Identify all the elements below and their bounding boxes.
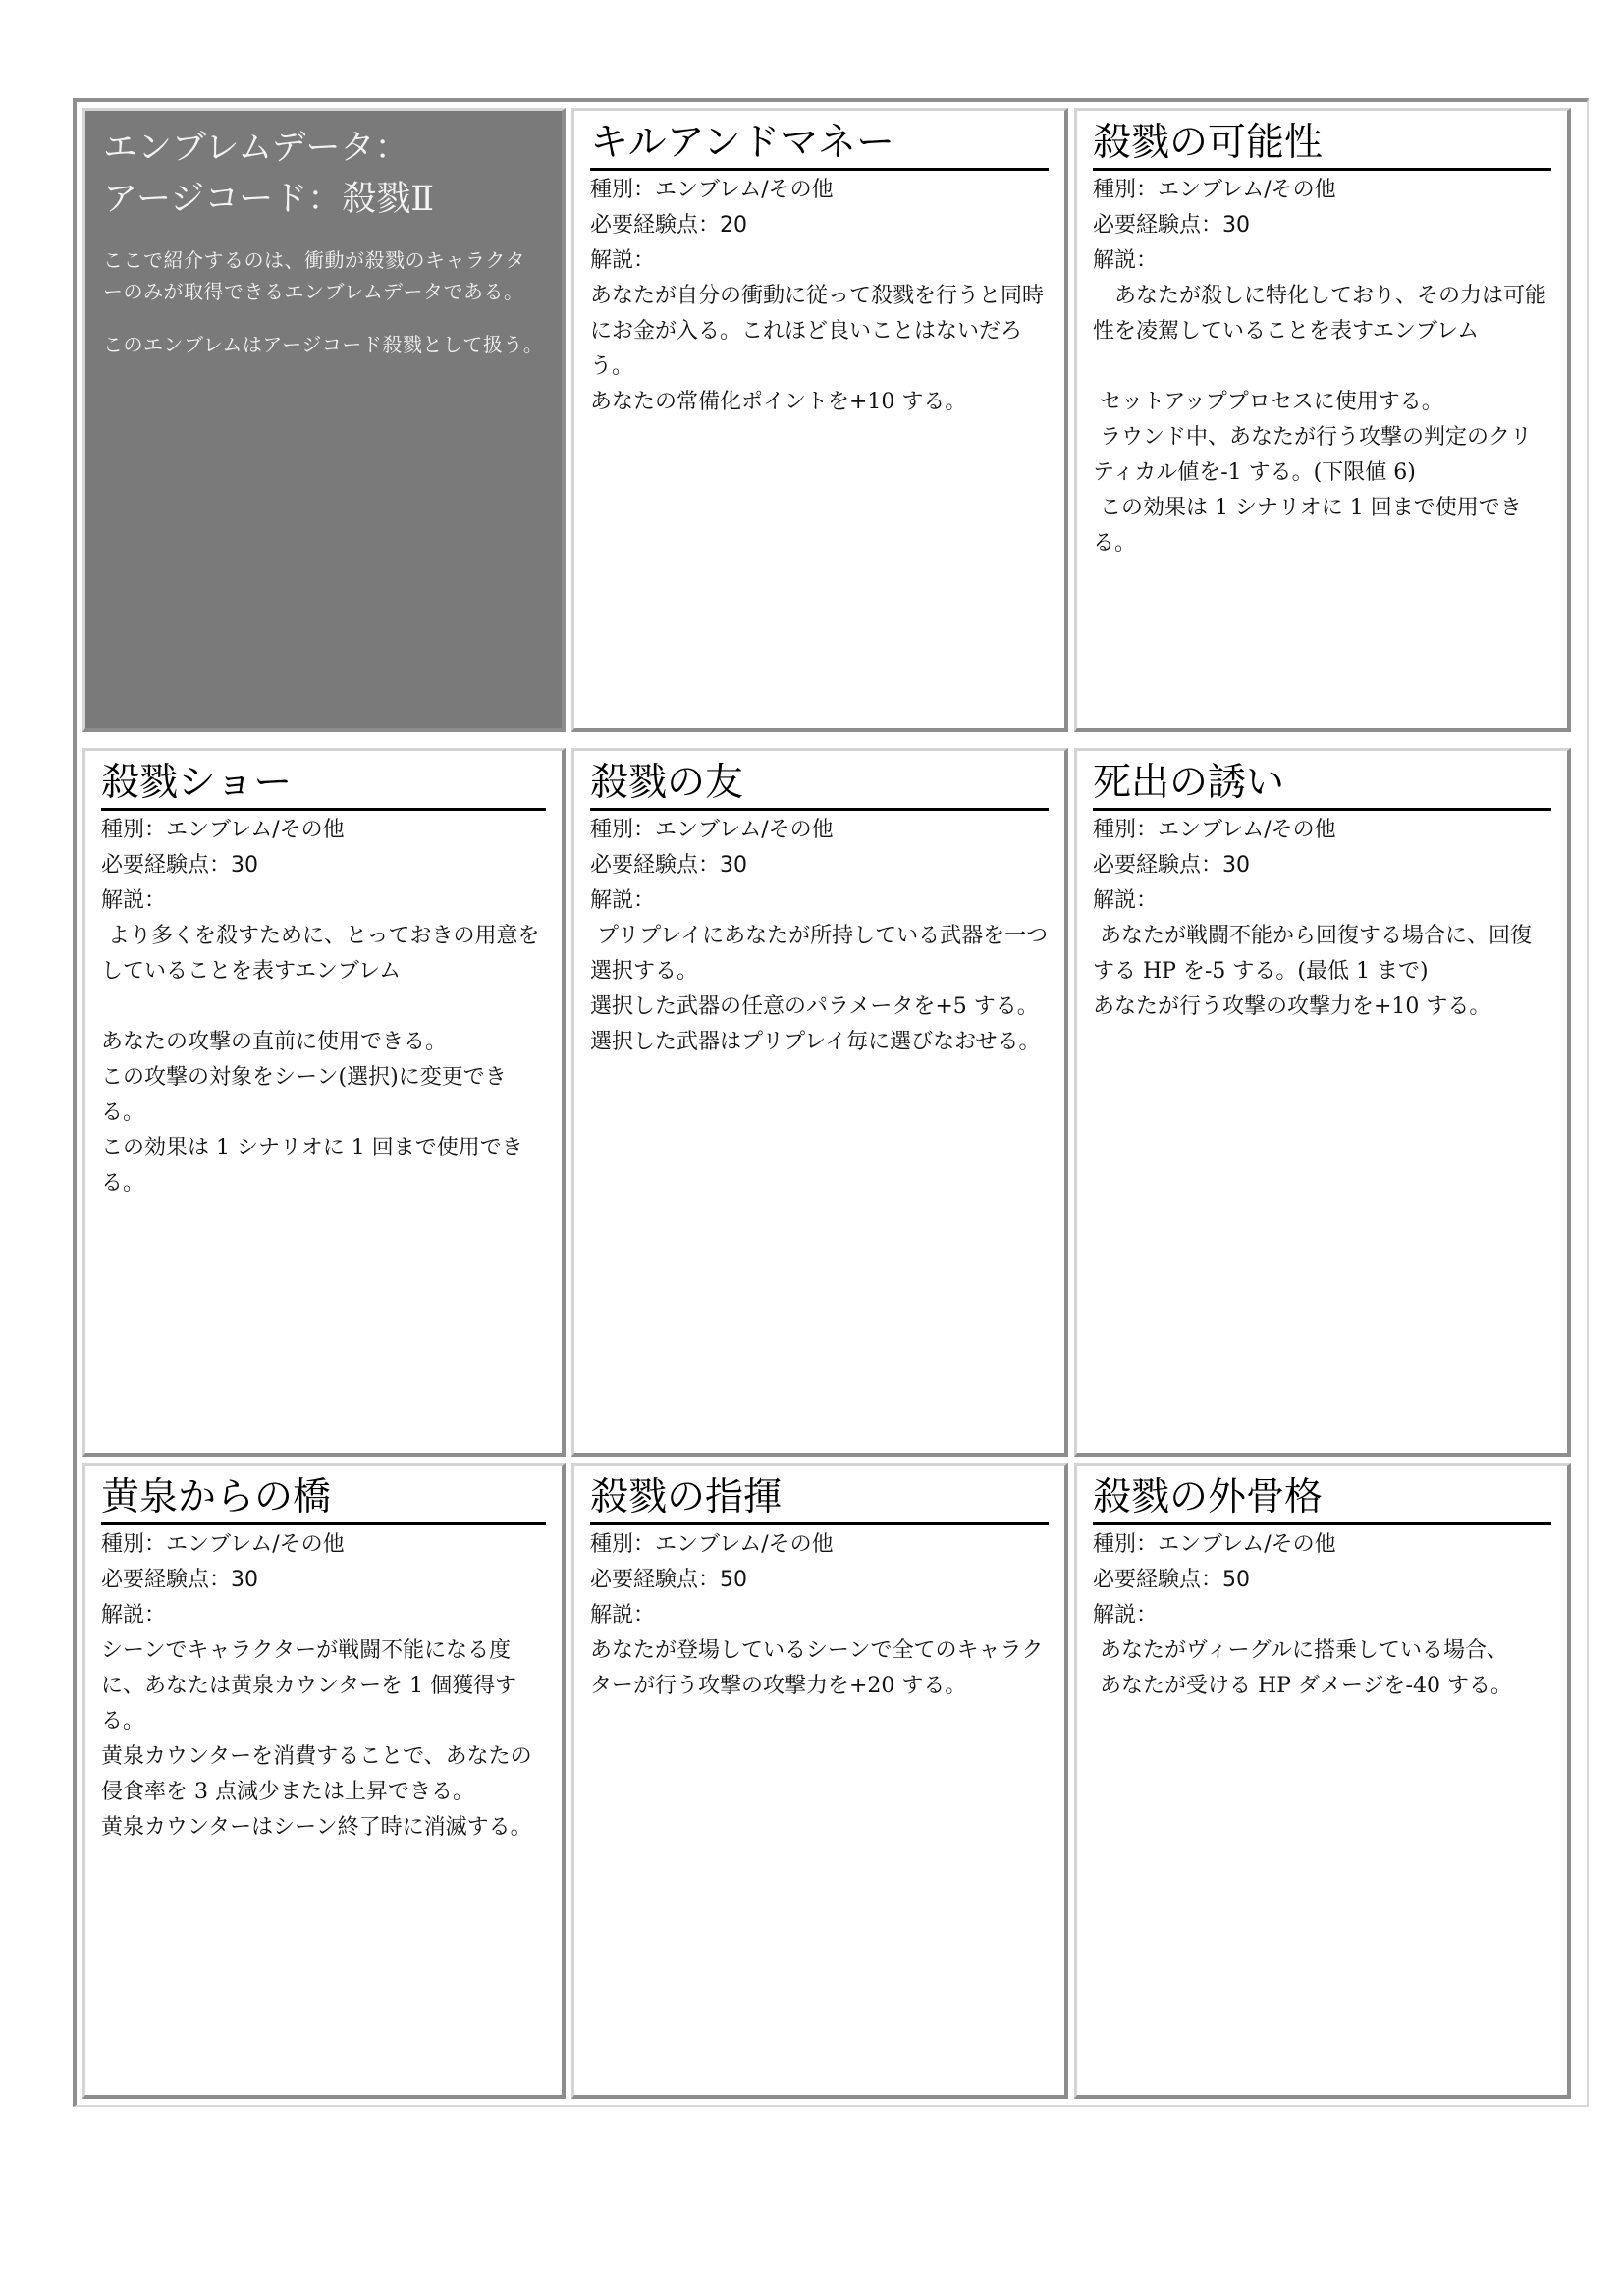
card-description: あなたが戦闘不能から回復する場合に、回復する HP を-5 する。(最低 1 まで) あなたが行う攻撃の攻撃力を+10 する。 (1093, 924, 1533, 1019)
card-description: あなたが自分の衝動に従って殺戮を行うと同時にお金が入る。これほど良いことはないだろう。 あなたの常備化ポイントを+10 する。 (590, 284, 1045, 414)
card-description: シーンでキャラクターが戦闘不能になる度に、あなたは黄泉カウンターを 1 個獲得する。 黄泉カウンターを消費することで、あなたの侵食率を 3 点減少または上昇できる。 黄泉カウンターはシーン終了時に消滅する。 (101, 1638, 532, 1840)
card-title: 殺戮ショー (101, 761, 546, 811)
card-type: 種別：エンブレム/その他 (1093, 818, 1336, 842)
card-description: あなたがヴィーグルに搭乗している場合、 あなたが受ける HP ダメージを-40 する。 (1100, 1638, 1512, 1698)
emblem-card-invitation-to-death (1074, 748, 1571, 1457)
card-desc-label: 解説： (590, 888, 656, 913)
emblem-card-bridge-from-underworld (82, 1463, 566, 2099)
card-description: プリプレイにあなたが所持している武器を一つ選択する。 選択した武器の任意のパラメータを+5 する。 選択した武器はプリプレイ毎に選びなおせる。 (590, 924, 1049, 1054)
card-type: 種別：エンブレム/その他 (1093, 1532, 1336, 1557)
card-type: 種別：エンブレム/その他 (1093, 178, 1336, 202)
emblem-card-slaughter-friend (571, 748, 1068, 1457)
card-description: より多くを殺すために、とっておきの用意をしていることを表すエンブレム あなたの攻撃の直前に使用できる。 この攻撃の対象をシーン(選択)に変更できる。 この効果は 1 シナリオに 1 回まで使用できる。 (101, 924, 540, 1196)
emblem-card-slaughter-exoskeleton (1074, 1463, 1571, 2099)
card-desc-label: 解説： (1093, 888, 1159, 913)
card-cost: 必要経験点：30 (101, 853, 258, 878)
card-desc-label: 解説： (590, 248, 656, 273)
card-type: 種別：エンブレム/その他 (101, 1532, 345, 1557)
card-cost: 必要経験点：30 (1093, 853, 1250, 878)
emblem-card-slaughter-potential (1074, 108, 1571, 732)
card-cost: 必要経験点：20 (590, 213, 747, 238)
card-description: あなたが登場しているシーンで全てのキャラクターが行う攻撃の攻撃力を+20 する。 (590, 1638, 1044, 1698)
emblem-card-slaughter-show (82, 748, 566, 1457)
card-desc-label: 解説： (1093, 248, 1159, 273)
emblem-card-slaughter-command (571, 1463, 1068, 2099)
card-title: 黄泉からの橋 (101, 1475, 546, 1525)
card-cost: 必要経験点：50 (1093, 1568, 1250, 1592)
emblem-card-kill-and-money (571, 108, 1068, 732)
card-cost: 必要経験点：30 (101, 1568, 258, 1592)
card-desc-label: 解説： (101, 888, 167, 913)
card-cost: 必要経験点：50 (590, 1568, 747, 1592)
card-type: 種別：エンブレム/その他 (590, 1532, 834, 1557)
card-title: 殺戮の可能性 (1093, 121, 1551, 171)
intro-paragraph-2: このエンブレムはアージコード殺戮として扱う。 (103, 333, 544, 356)
emblem-sheet (73, 98, 1589, 2107)
card-title: 殺戮の外骨格 (1093, 1475, 1551, 1525)
card-desc-label: 解説： (590, 1603, 656, 1628)
card-cost: 必要経験点：30 (590, 853, 747, 878)
intro-panel (82, 108, 566, 732)
card-desc-label: 解説： (1093, 1603, 1159, 1628)
card-type: 種別：エンブレム/その他 (101, 818, 345, 842)
card-title: 殺戮の友 (590, 761, 1049, 811)
card-type: 種別：エンブレム/その他 (590, 818, 834, 842)
intro-title: エンブレムデータ： アージコード：殺戮Ⅱ (103, 129, 435, 219)
intro-paragraph-1: ここで紹介するのは、衝動が殺戮のキャラクターのみが取得できるエンブレムデータである。 (103, 248, 526, 303)
card-type: 種別：エンブレム/その他 (590, 178, 834, 202)
card-cost: 必要経験点：30 (1093, 213, 1250, 238)
card-description: あなたが殺しに特化しており、その力は可能性を凌駕していることを表すエンブレム セットアッププロセスに使用する。 ラウンド中、あなたが行う攻撃の判定のクリティカル値を-1 する。(下限値 6) この効果は 1 シナリオに 1 回まで使用できる。 (1093, 284, 1547, 556)
card-title: 死出の誘い (1093, 761, 1551, 811)
card-title: 殺戮の指揮 (590, 1475, 1049, 1525)
card-desc-label: 解説： (101, 1603, 167, 1628)
card-title: キルアンドマネー (590, 121, 1049, 171)
